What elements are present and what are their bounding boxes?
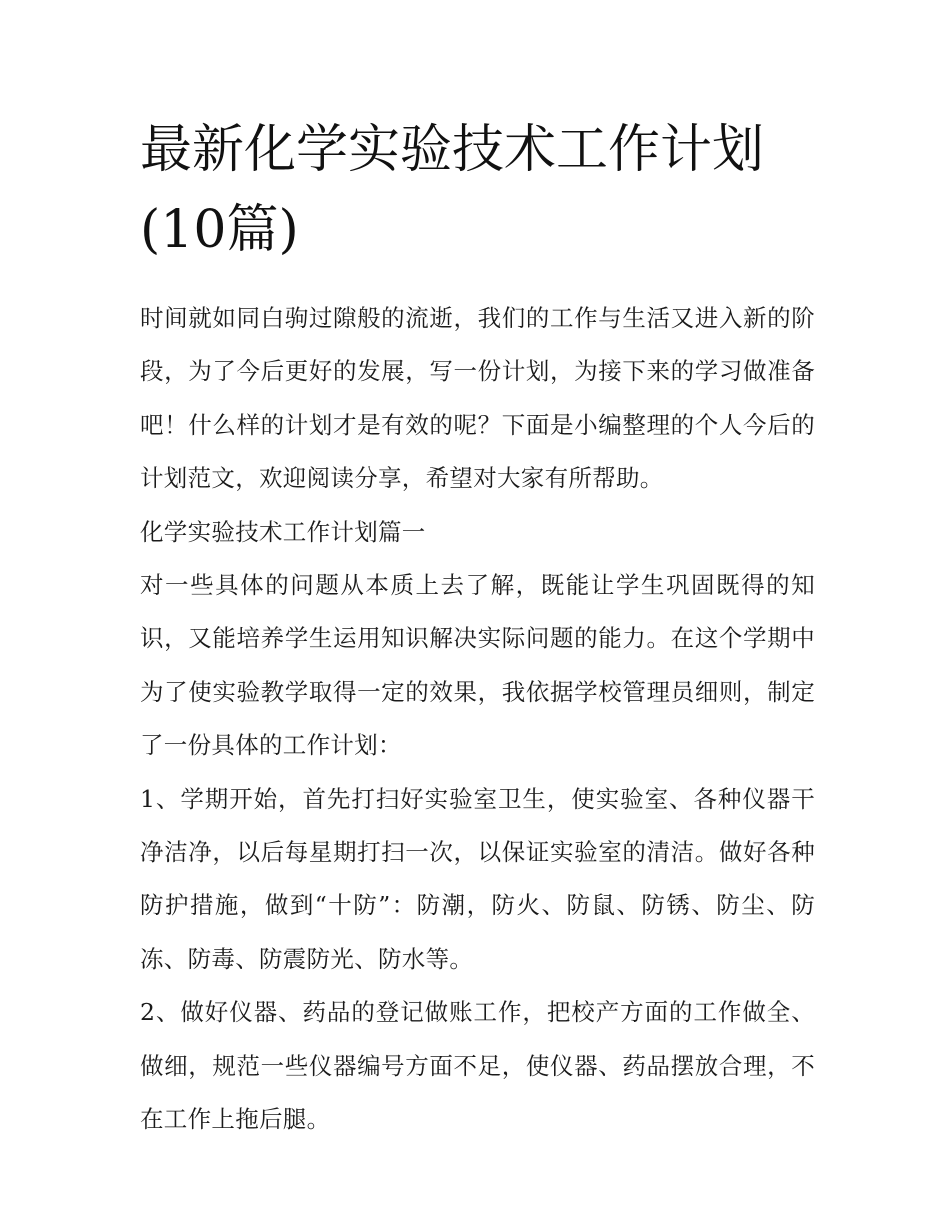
document-body <box>140 292 815 1147</box>
list-item-2: 2、做好仪器、药品的登记做账工作，把校产方面的工作做全、做细，规范一些仪器编号方面不足，使仪器、药品摆放合理，不在工作上拖后腿。 <box>140 998 815 1134</box>
document-page <box>140 110 815 1147</box>
document-title: 最新化学实验技术工作计划(10篇) <box>140 120 765 260</box>
intro-paragraph: 时间就如同白驹过隙般的流逝，我们的工作与生活又进入新的阶段，为了今后更好的发展，写一份计划，为接下来的学习做准备吧！什么样的计划才是有效的呢？下面是小编整理的个人今后的计划范文，欢迎阅读分享，希望对大家有所帮助。 <box>140 304 815 493</box>
section-heading: 化学实验技术工作计划篇一 <box>140 517 426 546</box>
list-item-1: 1、学期开始，首先打扫好实验室卫生，使实验室、各种仪器干净洁净，以后每星期打扫一次，以保证实验室的清洁。做好各种防护措施，做到“十防”：防潮，防火、防鼠、防锈、防尘、防冻、防毒、防震防光、防水等。 <box>140 784 815 973</box>
body-paragraph: 对一些具体的问题从本质上去了解，既能让学生巩固既得的知识，又能培养学生运用知识解决实际问题的能力。在这个学期中为了使实验教学取得一定的效果，我依据学校管理员细则，制定了一份具体的工作计划： <box>140 571 815 760</box>
